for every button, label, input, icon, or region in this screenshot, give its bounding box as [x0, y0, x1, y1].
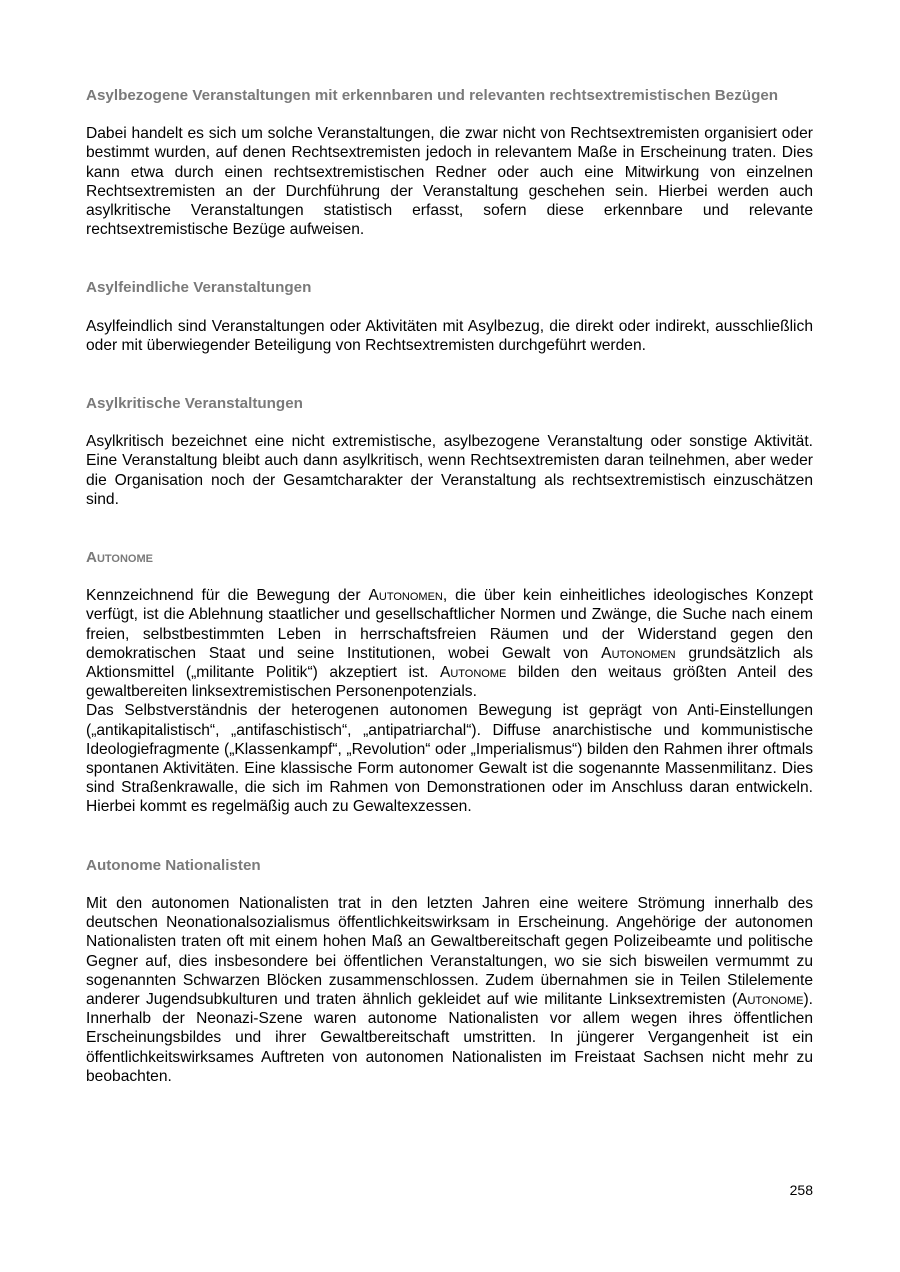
section-heading: Autonome	[86, 549, 153, 567]
smallcaps-term: Autonome	[439, 664, 507, 682]
section-asylbezogene-veranstaltungen	[86, 86, 813, 239]
paragraph: Dabei handelt es sich um solche Veranstaltungen, die zwar nicht von Rechtsextremisten organisiert oder bestimmt wurden, auf denen Rechtsextremisten jedoch in relevantem Maße in Erscheinung traten. Dies kann etwa durch einen rechtsextremistischen Redner oder auch eine Mitwirkung von einzelnen Rechtsextremisten an der Durchführung der Veranstaltung geschehen sein. Hierbei werden auch asylkritische Veranstaltungen statistisch erfasst, sofern diese erkennbare und relevante rechtsextremistische Bezüge aufweisen.	[86, 125, 813, 239]
page-number: 258	[789, 1182, 813, 1198]
section-heading: Autonome Nationalisten	[86, 856, 261, 874]
text-run: grundsätzlich als Aktionsmittel („militante Politik“) akzeptiert ist.	[86, 644, 813, 682]
smallcaps-term: Autonomen	[601, 644, 676, 662]
section-heading: Asylfeindliche Veranstaltungen	[86, 279, 312, 297]
section-heading: Asylbezogene Veranstaltungen mit erkennbaren und relevanten rechtsextremistischen Bezügen	[86, 87, 779, 104]
paragraph: Asylkritisch bezeichnet eine nicht extremistische, asylbezogene Veranstaltung oder sonstige Aktivität. Eine Veranstaltung bleibt auch dann asylkritisch, wenn Rechtsextremisten daran teilnehmen, aber weder die Organisation noch der Gesamtcharakter der Veranstaltung als rechtsextremistisch einzuschätzen sind.	[86, 433, 813, 508]
text-run: Mit den autonomen Nationalisten trat in den letzten Jahren eine weitere Strömung innerhalb des deutschen Neonationalsozialismus öffentlichkeitswirksam in Erscheinung. Angehörige der autonomen Nationalisten traten oft mit einem hohen Maß an Gewaltbereitschaft gegen Polizeibeamte und politische Gegner auf, dies insbesondere bei öffentlichen Veranstaltungen, wo sie sich bisweilen vermummt zu sogenannten Schwarzen Blöcken zusammenschlossen. Zudem übernahmen sie in Teilen Stilelemente anderer Jugendsubkulturen und traten ähnlich gekleidet auf wie militante Linksextremisten (	[86, 894, 813, 1008]
section-autonome	[86, 548, 813, 817]
paragraph: Das Selbstverständnis der heterogenen autonomen Bewegung ist geprägt von Anti-Einstellungen („antikapitalistisch“, „antifaschistisch“, „antipatriarchal“). Diffuse anarchistische und kommunistische Ideologiefragmente („Klassenkampf“, „Revolution“ oder „Imperialismus“) bilden den Rahmen ihrer oftmals spontanen Aktivitäten. Eine klassische Form autonomer Gewalt ist die sogenannte Massenmilitanz. Dies sind Straßenkrawalle, die sich im Rahmen von Demonstrationen oder im Anschluss daran entwickeln. Hierbei kommt es regelmäßig auch zu Gewaltexzessen.	[86, 702, 813, 816]
paragraph: Asylfeindlich sind Veranstaltungen oder Aktivitäten mit Asylbezug, die direkt oder indirekt, ausschließlich oder mit überwiegender Beteiligung von Rechtsextremisten durchgeführt werden.	[86, 317, 813, 354]
text-run: ). Innerhalb der Neonazi-Szene waren autonome Nationalisten vor allem wegen ihres öffentlichen Erscheinungsbildes und ihrer Gewaltbereitschaft umstritten. In jüngerer Vergangenheit ist ein öffentlichkeitswirksames Auftreten von autonomen Nationalisten im Freistaat Sachsen nicht mehr zu beobachten.	[86, 990, 813, 1085]
section-autonome-nationalisten	[86, 856, 813, 1086]
text-run: Kennzeichnend für die Bewegung der	[86, 587, 369, 605]
smallcaps-term: Autonome	[737, 990, 804, 1008]
document-page	[86, 86, 813, 1125]
section-asylfeindliche-veranstaltungen	[86, 278, 813, 355]
text-run: , die über kein einheitliches ideologisches Konzept verfügt, ist die Ablehnung staatlicher und gesellschaftlicher Normen und Zwänge, die Suche nach einem freien, selbstbestimmten Leben in herrschaftsfreien Räumen und der Widerstand gegen den demokratischen Staat und seine Institutionen, wobei Gewalt von	[86, 587, 814, 662]
paragraph	[86, 586, 813, 701]
section-asylkritische-veranstaltungen	[86, 394, 813, 509]
smallcaps-term: Autonomen	[368, 587, 443, 605]
text-run: bilden den weitaus größten Anteil des gewaltbereiten linksextremistischen Personenpotenzials.	[86, 664, 813, 701]
paragraph	[86, 894, 813, 1086]
section-heading: Asylkritische Veranstaltungen	[86, 395, 303, 413]
